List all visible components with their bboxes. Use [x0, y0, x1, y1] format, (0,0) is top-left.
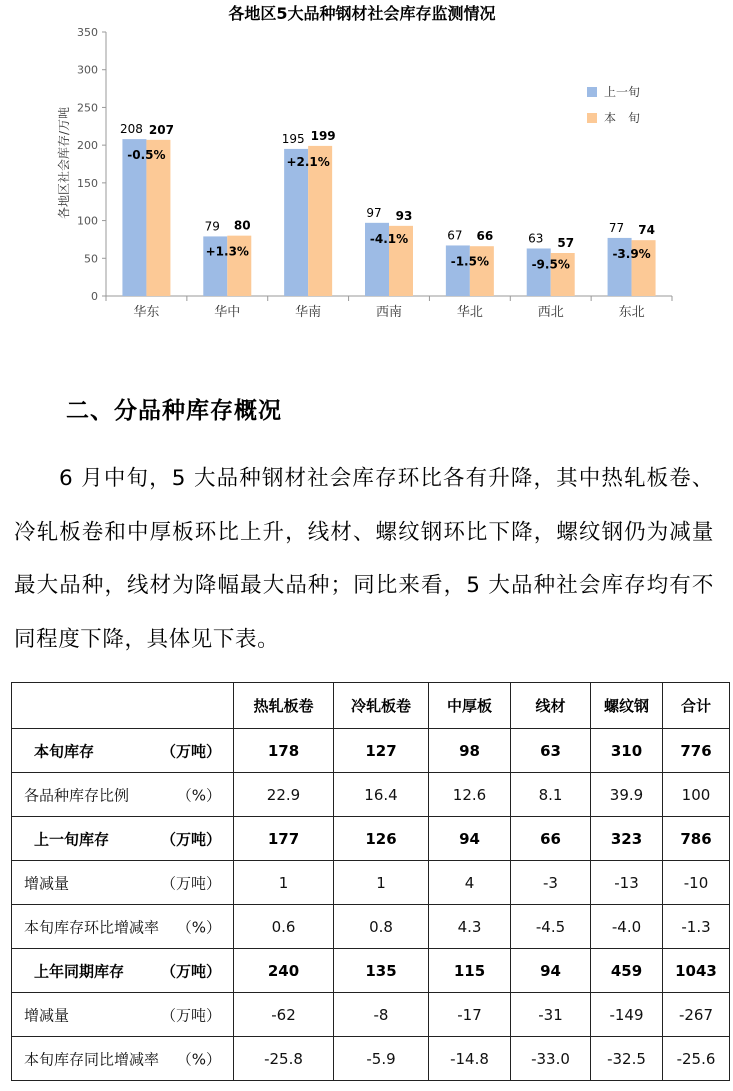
table-cell: 1	[334, 861, 429, 905]
table-header-cell	[12, 683, 234, 729]
row-unit: （%）	[176, 1050, 221, 1068]
row-label: 增减量	[24, 874, 70, 892]
table-cell: 459	[591, 949, 663, 993]
chart-y-axis-label: 各地区社会库存/万吨	[57, 106, 71, 220]
table-cell: 323	[591, 817, 663, 861]
table-cell: 0.8	[334, 905, 429, 949]
bar-value-label: 77	[608, 220, 625, 235]
bar-value-label: 93	[395, 208, 413, 223]
bar-value-label: 80	[233, 218, 251, 233]
y-tick-label: 300	[77, 63, 98, 77]
table-cell: 135	[334, 949, 429, 993]
bar-value-label: 66	[476, 229, 494, 244]
row-label: 本旬库存	[34, 742, 95, 760]
bars-group	[120, 122, 656, 296]
table-cell: -25.6	[663, 1037, 730, 1081]
table-header-cell: 冷轧板卷	[334, 683, 429, 729]
table-cell: -62	[234, 993, 334, 1037]
row-label-cell	[12, 861, 234, 905]
y-tick-label: 350	[77, 26, 98, 39]
table-cell: 39.9	[591, 773, 663, 817]
x-tick-label: 华东	[133, 305, 160, 320]
table-cell: 776	[663, 729, 730, 773]
table-row	[12, 817, 730, 861]
bar-value-label: 199	[310, 128, 336, 143]
table-cell: 98	[429, 729, 511, 773]
table-cell: 786	[663, 817, 730, 861]
row-label: 上年同期库存	[34, 962, 125, 980]
row-unit: （万吨）	[160, 962, 221, 980]
legend-label: 本 旬	[604, 111, 641, 125]
row-unit: （万吨）	[160, 1006, 221, 1024]
change-label: +1.3%	[205, 244, 249, 259]
table-cell: 94	[511, 949, 591, 993]
table-cell: -4.5	[511, 905, 591, 949]
table-cell: 240	[234, 949, 334, 993]
table-cell: -31	[511, 993, 591, 1037]
row-unit: （万吨）	[160, 874, 221, 892]
bar-previous	[284, 149, 308, 296]
chart-title: 各地区5大品种钢材社会库存监测情况	[228, 4, 496, 23]
row-label: 本旬库存环比增减率	[24, 918, 160, 936]
row-label-cell	[12, 773, 234, 817]
change-label: -3.9%	[612, 246, 651, 261]
chart-legend	[587, 84, 640, 125]
row-unit: （%）	[176, 918, 221, 936]
y-tick-label: 200	[77, 139, 98, 153]
table-cell: 100	[663, 773, 730, 817]
table-row	[12, 729, 730, 773]
y-tick-label: 150	[77, 176, 98, 190]
bar-current	[146, 140, 170, 296]
table-header-cell: 合计	[663, 683, 730, 729]
table-cell: 63	[511, 729, 591, 773]
x-tick-label: 西北	[537, 305, 564, 320]
table-cell: -14.8	[429, 1037, 511, 1081]
x-tick-label: 东北	[618, 305, 645, 320]
bar-value-label: 67	[447, 228, 463, 243]
row-label: 上一旬库存	[34, 830, 110, 848]
bar-value-label: 57	[557, 236, 575, 251]
table-cell: -3	[511, 861, 591, 905]
table-cell: 310	[591, 729, 663, 773]
bar-value-label: 195	[281, 131, 305, 146]
bar-previous	[527, 248, 551, 296]
table-cell: 12.6	[429, 773, 511, 817]
table-cell: 94	[429, 817, 511, 861]
bar-previous	[446, 245, 470, 296]
table-row	[12, 861, 730, 905]
bar-value-label: 74	[638, 223, 655, 238]
change-label: -0.5%	[127, 148, 166, 163]
section-paragraph	[14, 452, 714, 666]
row-label-cell	[12, 993, 234, 1037]
table-row	[12, 773, 730, 817]
table-cell: 4	[429, 861, 511, 905]
table-header-cell: 中厚板	[429, 683, 511, 729]
y-tick-label: 0	[91, 290, 98, 303]
row-unit: （万吨）	[160, 830, 221, 848]
legend-swatch	[587, 87, 597, 97]
x-tick-label: 华南	[295, 305, 322, 320]
y-tick-label: 100	[77, 214, 98, 228]
table-header-cell: 线材	[511, 683, 591, 729]
table-cell: 115	[429, 949, 511, 993]
row-label-cell	[12, 817, 234, 861]
table-cell: -1.3	[663, 905, 730, 949]
table-header-cell: 热轧板卷	[234, 683, 334, 729]
x-axis	[106, 296, 672, 320]
table-cell: -25.8	[234, 1037, 334, 1081]
table-cell: 177	[234, 817, 334, 861]
x-tick-label: 华中	[214, 305, 241, 320]
row-label: 增减量	[24, 1006, 70, 1024]
regional-inventory-chart	[0, 0, 733, 345]
bar-value-label: 207	[148, 122, 174, 137]
table-cell: -13	[591, 861, 663, 905]
table-cell: 22.9	[234, 773, 334, 817]
row-label-cell	[12, 949, 234, 993]
table-cell: -4.0	[591, 905, 663, 949]
table-cell: 0.6	[234, 905, 334, 949]
change-label: -4.1%	[369, 231, 409, 246]
table-cell: -267	[663, 993, 730, 1037]
x-tick-label: 华北	[456, 305, 483, 320]
y-tick-label: 50	[84, 252, 98, 266]
table-cell: -32.5	[591, 1037, 663, 1081]
table-cell: 126	[334, 817, 429, 861]
bar-previous	[122, 139, 146, 296]
table-cell: 4.3	[429, 905, 511, 949]
table-cell: -5.9	[334, 1037, 429, 1081]
row-label-cell	[12, 729, 234, 773]
table-cell: 66	[511, 817, 591, 861]
table-cell: -17	[429, 993, 511, 1037]
table-row	[12, 993, 730, 1037]
legend-label: 上一旬	[604, 85, 641, 99]
table-cell: 1043	[663, 949, 730, 993]
table-cell: 16.4	[334, 773, 429, 817]
paragraph-text: 6 月中旬，5 大品种钢材社会库存环比各有升降，其中热轧板卷、冷轧板卷和中厚板环比上升，线材、螺纹钢环比下降，螺纹钢仍为减量最大品种，线材为降幅最大品种；同比来看，5 大品种社会库存均有不同程度下降，具体见下表。	[14, 466, 714, 652]
row-unit: （万吨）	[160, 742, 221, 760]
row-unit: （%）	[176, 786, 221, 804]
change-label: -1.5%	[450, 254, 489, 269]
bar-value-label: 79	[204, 219, 220, 234]
bar-value-label: 208	[119, 122, 143, 137]
row-label-cell	[12, 905, 234, 949]
y-axis	[77, 26, 106, 303]
table-header-row	[12, 683, 730, 729]
table-header-cell: 螺纹钢	[591, 683, 663, 729]
y-tick-label: 250	[77, 101, 98, 115]
table-cell: 178	[234, 729, 334, 773]
table-cell: -33.0	[511, 1037, 591, 1081]
change-label: -9.5%	[531, 257, 570, 272]
table-row	[12, 949, 730, 993]
change-label: +2.1%	[286, 154, 330, 169]
bar-value-label: 97	[366, 205, 382, 220]
inventory-table	[11, 682, 730, 1081]
table-row	[12, 1037, 730, 1081]
table-cell: 127	[334, 729, 429, 773]
table-body	[12, 729, 730, 1081]
row-label: 本旬库存同比增减率	[24, 1050, 160, 1068]
bar-value-label: 63	[528, 231, 544, 246]
table-cell: -149	[591, 993, 663, 1037]
table-row	[12, 905, 730, 949]
legend-swatch	[587, 113, 597, 123]
table-cell: -8	[334, 993, 429, 1037]
table-cell: 8.1	[511, 773, 591, 817]
table-cell: -10	[663, 861, 730, 905]
row-label-cell	[12, 1037, 234, 1081]
row-label: 各品种库存比例	[24, 786, 130, 804]
x-tick-label: 西南	[375, 305, 403, 320]
table-cell: 1	[234, 861, 334, 905]
section-heading: 二、分品种库存概况	[66, 398, 282, 424]
